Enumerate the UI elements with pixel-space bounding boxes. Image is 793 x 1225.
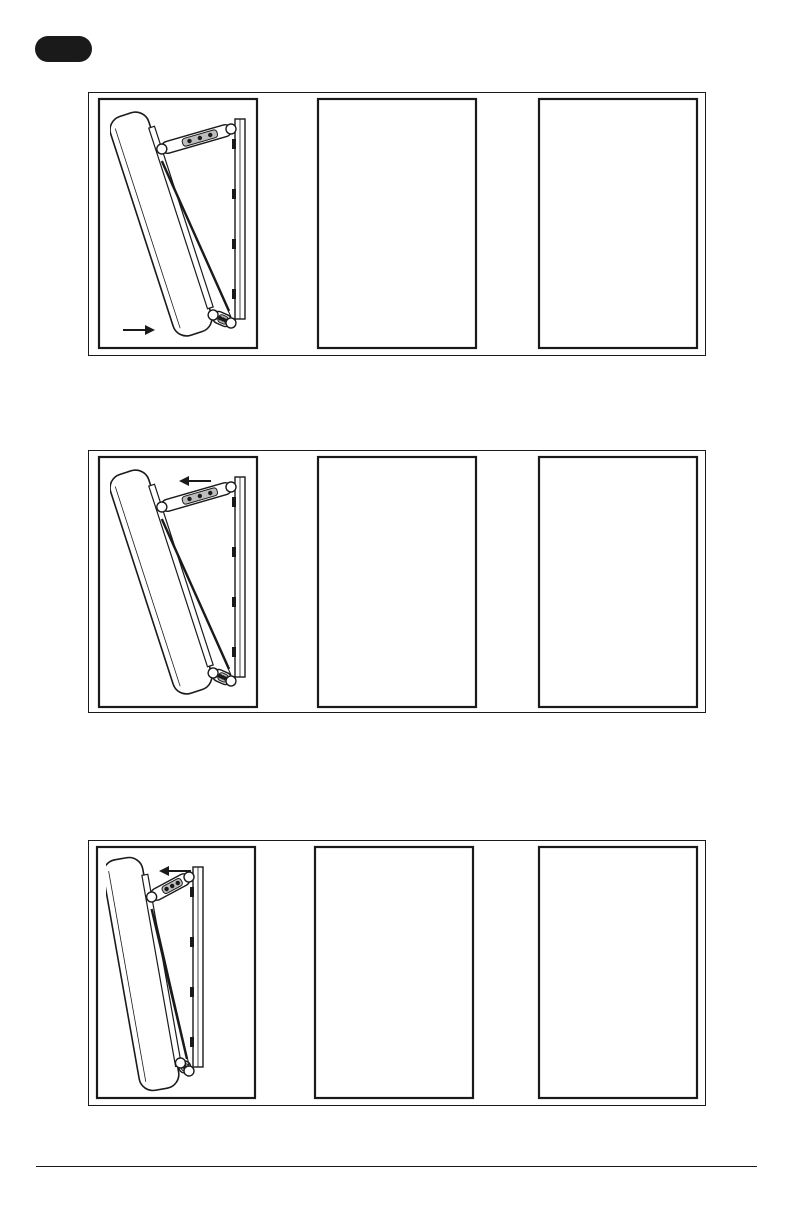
mount-illustration-3c [539, 847, 697, 1098]
panel-frame [315, 847, 473, 1098]
mount-illustration-3b [315, 847, 473, 1098]
panel-frame [539, 457, 697, 707]
footer-rule [36, 1166, 757, 1167]
mount-illustration-1a [99, 99, 257, 348]
mount-illustration-2b [318, 457, 476, 707]
figure-group-svg [89, 93, 705, 355]
panel-frame [539, 99, 697, 348]
figure-group-tilt-out [88, 450, 706, 713]
mount-illustration-3a [97, 847, 255, 1098]
panel-frame [318, 99, 476, 348]
mount-illustration-2a [99, 457, 257, 707]
figure-group-tilt-adjust [88, 840, 706, 1106]
page-tab-marker [35, 36, 92, 62]
panel-frame [539, 847, 697, 1098]
panel-frame [318, 457, 476, 707]
mount-illustration-1b [318, 99, 476, 348]
figure-group-tilt-in [88, 92, 706, 356]
figure-group-svg [89, 841, 705, 1105]
figure-group-svg [89, 451, 705, 712]
mount-illustration-2c [539, 457, 697, 707]
mount-illustration-1c [539, 99, 697, 348]
